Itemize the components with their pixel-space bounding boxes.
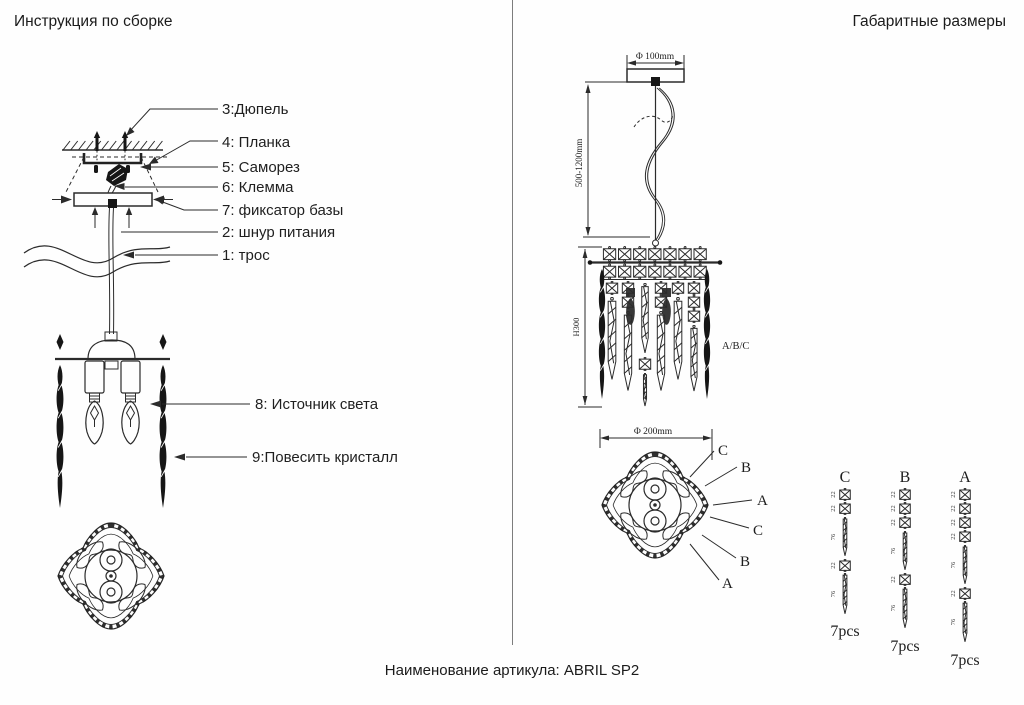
chandelier-body [588,247,723,406]
callout-terminal: 6: Клемма [222,179,294,196]
bulb-socket [85,361,104,393]
top-view-label-b2: B [740,554,751,570]
lamp-body [55,332,170,508]
callout-bracket: 4: Планка [222,134,291,151]
light-bulb [86,393,103,444]
strand-a-dim: 22 [950,533,957,540]
body-diameter-label: Φ 200mm [633,427,673,437]
callout-screw: 5: Саморез [222,159,300,176]
strand-a-dim: 22 [950,519,957,526]
body-height-label: H300 [571,317,581,337]
strand-a-dim: 22 [950,505,957,512]
strand-diagram-b [890,469,920,655]
callout-wire-rope: 1: трос [222,247,270,264]
suspension-length-label: 500-1200mm [574,138,584,188]
strand-c-dim: 22 [830,562,837,569]
dimension-drawing [571,52,980,669]
strand-b-dim: 22 [890,505,897,512]
body-height-dimension [571,247,602,407]
top-view-label-a1: A [757,493,768,509]
strand-diagram-a [950,469,980,669]
strand-c-name: C [839,469,851,486]
strand-a-quantity: 7pcs [950,652,980,669]
strand-a-name: A [959,469,971,486]
strand-b-quantity: 7pcs [890,638,920,655]
strand-c-quantity: 7pcs [830,623,860,640]
strand-c-dim: 22 [830,491,837,498]
canopy [627,69,684,86]
bottom-view [58,523,164,629]
strand-variants-label: A/B/C [722,341,750,352]
cord-break-squiggle [634,115,673,127]
callout-dowel: 3:Дюпель [222,101,289,118]
top-view-label-c1: C [718,443,729,459]
suspension-dimension [574,82,650,237]
strand-a-dim: 76 [950,618,957,626]
ceiling-hatch [62,141,163,150]
strand-b-dim: 76 [890,604,897,612]
strand-b-dim: 22 [890,519,897,526]
strand-b-dim: 22 [890,576,897,583]
bulb-socket [121,361,140,393]
strand-a-dim: 22 [950,491,957,498]
strand-c-dim: 22 [830,505,837,512]
article-name-label: Наименование артикула: ABRIL SP2 [384,662,640,679]
suspension-cable [634,86,674,246]
top-view [602,452,708,558]
light-bulb [122,393,139,444]
terminal-block [106,164,128,193]
callout-base-fixator: 7: фиксатор базы [222,202,344,219]
power-cord [109,208,114,334]
outer-crystal-drop [704,269,710,399]
strand-a-dim: 76 [950,561,957,569]
strand-b-name: B [899,469,911,486]
canopy-diameter-label: Φ 100mm [635,52,675,62]
top-view-label-b1: B [741,460,752,476]
top-view-label-a2: A [722,576,733,592]
strand-c-dim: 76 [830,533,837,541]
callout-power-cord: 2: шнур питания [222,224,336,241]
strand-diagram-c [830,469,860,640]
canopy-diameter-dimension [627,52,684,70]
right-section-title: Габаритные размеры [852,13,1006,30]
strand-a-dim: 22 [950,590,957,597]
wire-rope-break [24,246,170,277]
callout-hang-crystal: 9:Повесить кристалл [252,449,398,466]
strand-c-dim: 76 [830,590,837,598]
callout-light-source: 8: Источник света [255,396,379,413]
strand-b-dim: 76 [890,547,897,555]
top-view-label-c2: C [753,523,764,539]
left-section-title: Инструкция по сборке [14,13,173,30]
outer-crystal-drop [599,269,605,399]
strand-b-dim: 22 [890,491,897,498]
assembly-diagram [24,101,398,629]
